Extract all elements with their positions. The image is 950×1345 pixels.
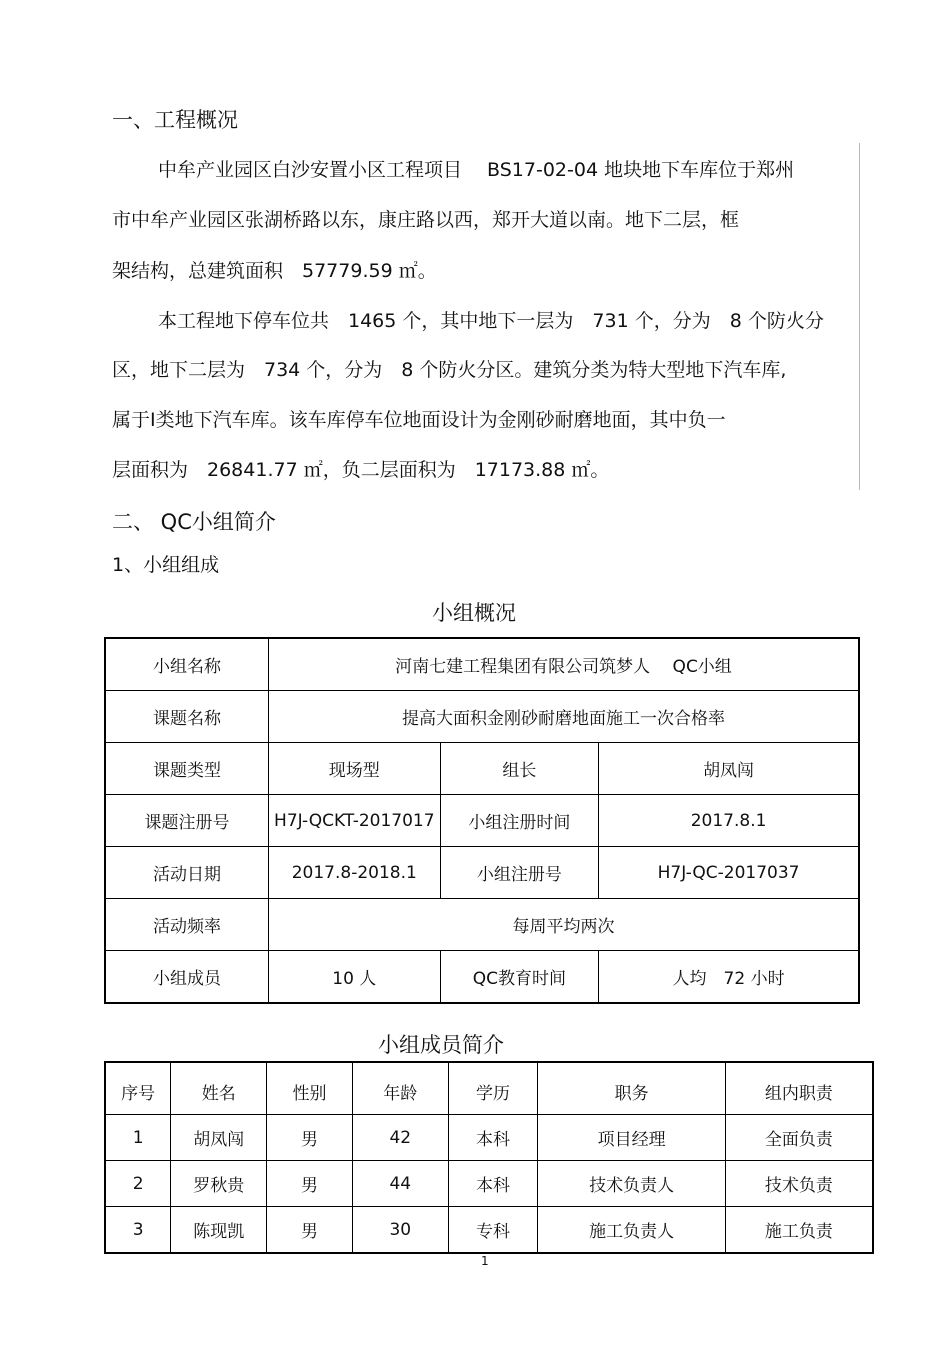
table-row — [105, 1161, 873, 1207]
table2-caption: 小组成员简介 — [378, 1033, 504, 1057]
para1-line3: 架结构，总建筑面积 57779.59 ㎡。 — [112, 260, 437, 282]
table-row — [105, 847, 859, 899]
value-cell: 现场型 — [268, 743, 440, 795]
table-cell: 2 — [105, 1161, 171, 1207]
table-cell: 技术负责人 — [538, 1161, 725, 1207]
column-header: 姓名 — [171, 1062, 267, 1115]
value-cell: 人均 72 小时 — [599, 951, 859, 1004]
para1-line1: 中牟产业园区白沙安置小区工程项目 BS17-02-04 地块地下车库位于郑州 — [158, 159, 795, 181]
table-cell: 44 — [352, 1161, 448, 1207]
table-cell: 施工负责人 — [538, 1207, 725, 1254]
table-cell: 陈现凯 — [171, 1207, 267, 1254]
column-header: 学历 — [448, 1062, 538, 1115]
label-cell: 课题名称 — [105, 691, 268, 743]
label-cell: 小组名称 — [105, 638, 268, 691]
column-header: 性别 — [267, 1062, 353, 1115]
section-2-heading: 二、 QC小组简介 — [112, 510, 276, 534]
table-cell: 男 — [267, 1115, 353, 1161]
value-cell: 胡凤闯 — [599, 743, 859, 795]
label-cell: 活动日期 — [105, 847, 268, 899]
label-cell: 课题注册号 — [105, 795, 268, 847]
para1-line2: 市中牟产业园区张湖桥路以东，康庄路以西，郑开大道以南。地下二层，框 — [112, 209, 740, 231]
label-cell: QC教育时间 — [440, 951, 599, 1004]
label-cell: 小组注册号 — [440, 847, 599, 899]
label-cell: 小组成员 — [105, 951, 268, 1004]
value-cell: 河南七建工程集团有限公司筑梦人 QC小组 — [268, 638, 859, 691]
value-cell: 提高大面积金刚砂耐磨地面施工一次合格率 — [268, 691, 859, 743]
para2-line2: 区，地下二层为 734 个，分为 8 个防火分区。建筑分类为特大型地下汽车库, — [112, 359, 787, 381]
table-row — [105, 899, 859, 951]
table-row — [105, 1115, 873, 1161]
table-cell: 施工负责 — [725, 1207, 873, 1254]
column-header: 组内职责 — [725, 1062, 873, 1115]
table-cell: 3 — [105, 1207, 171, 1254]
table-row — [105, 951, 859, 1004]
table-cell: 全面负责 — [725, 1115, 873, 1161]
column-header: 序号 — [105, 1062, 171, 1115]
margin-rule — [859, 143, 860, 490]
table-cell: 1 — [105, 1115, 171, 1161]
table-row — [105, 1207, 873, 1254]
table-cell: 项目经理 — [538, 1115, 725, 1161]
table-row — [105, 638, 859, 691]
value-cell: 2017.8-2018.1 — [268, 847, 440, 899]
value-cell: 10 人 — [268, 951, 440, 1004]
para2-line3: 属于Ⅰ类地下汽车库。该车库停车位地面设计为金刚砂耐磨地面，其中负一 — [112, 409, 726, 431]
table1-caption: 小组概况 — [432, 601, 516, 625]
table-cell: 42 — [352, 1115, 448, 1161]
group-overview-table — [104, 637, 860, 1004]
para2-line1: 本工程地下停车位共 1465 个，其中地下一层为 731 个，分为 8 个防火分 — [158, 310, 824, 332]
table-cell: 胡凤闯 — [171, 1115, 267, 1161]
table-row — [105, 743, 859, 795]
label-cell: 活动频率 — [105, 899, 268, 951]
label-cell: 小组注册时间 — [440, 795, 599, 847]
label-cell: 课题类型 — [105, 743, 268, 795]
section-1-heading: 一、工程概况 — [112, 108, 238, 132]
para2-line4: 层面积为 26841.77 ㎡，负二层面积为 17173.88 ㎡。 — [112, 459, 610, 481]
page-number: 1 — [481, 1254, 489, 1268]
column-header: 年龄 — [352, 1062, 448, 1115]
value-cell: 2017.8.1 — [599, 795, 859, 847]
column-header: 职务 — [538, 1062, 725, 1115]
table-row — [105, 691, 859, 743]
table-cell: 30 — [352, 1207, 448, 1254]
value-cell: 每周平均两次 — [268, 899, 859, 951]
table-cell: 专科 — [448, 1207, 538, 1254]
table-cell: 男 — [267, 1161, 353, 1207]
table-header-row — [105, 1062, 873, 1115]
table-cell: 本科 — [448, 1115, 538, 1161]
member-table — [104, 1061, 874, 1254]
table-cell: 本科 — [448, 1161, 538, 1207]
label-cell: 组长 — [440, 743, 599, 795]
value-cell: H7J-QC-2017037 — [599, 847, 859, 899]
table-cell: 技术负责 — [725, 1161, 873, 1207]
subsection-1-heading: 1、小组组成 — [112, 554, 220, 576]
table-cell: 罗秋贵 — [171, 1161, 267, 1207]
table-cell: 男 — [267, 1207, 353, 1254]
table-row — [105, 795, 859, 847]
value-cell: H7J-QCKT-2017017 — [268, 795, 440, 847]
